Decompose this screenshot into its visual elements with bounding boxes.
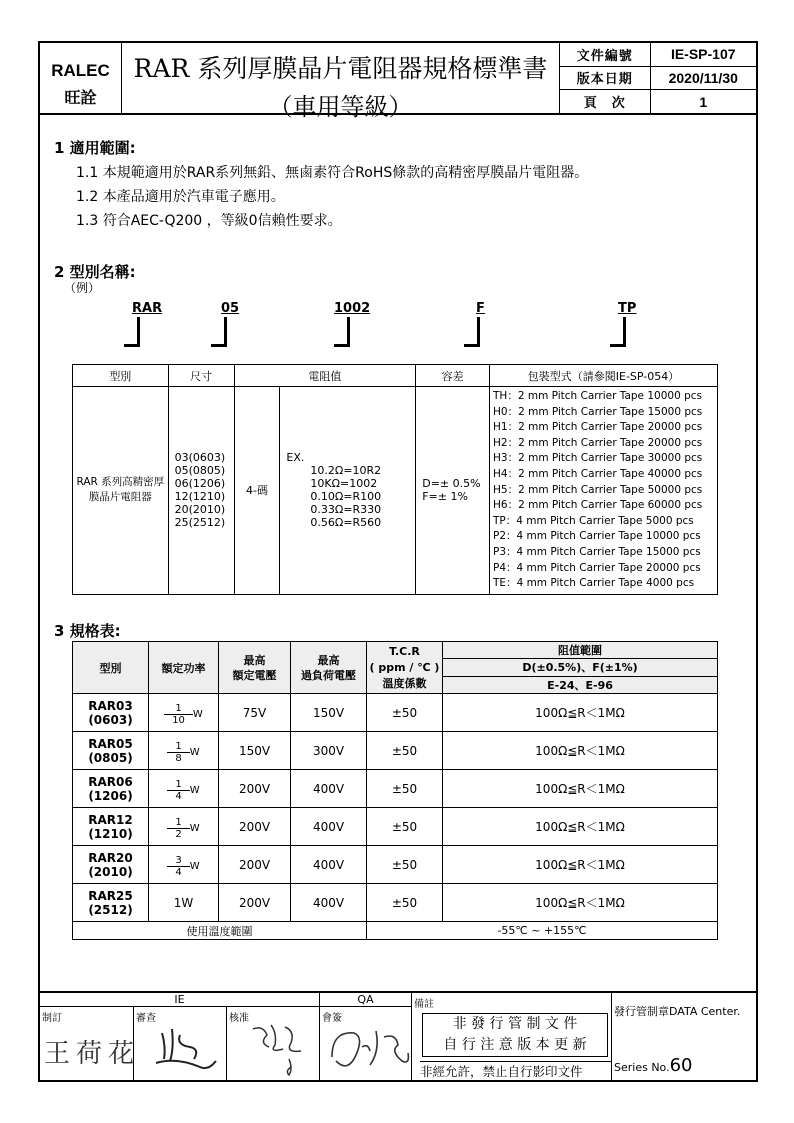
- power-numerator: 1: [167, 817, 189, 829]
- row-tcr: ±50: [367, 808, 443, 846]
- notice-line-3: 非經允許，禁止自行影印文件: [420, 1061, 612, 1082]
- packaging-item: P3：4 mm Pitch Carrier Tape 15000 pcs: [493, 545, 701, 558]
- row-power: [149, 770, 219, 808]
- code-size: 05: [221, 301, 240, 316]
- made-label: 制訂: [42, 1013, 62, 1024]
- bracket-tolerance: [464, 317, 480, 347]
- resistance-example: EX.: [286, 451, 305, 465]
- power-numerator: 1: [167, 779, 189, 791]
- approve-label: 核准: [229, 1013, 249, 1024]
- row-voltage: 200V: [219, 846, 291, 884]
- row-range: 100Ω≦R＜1MΩ: [443, 884, 718, 922]
- page-no: 1: [699, 93, 708, 110]
- version-date: 2020/11/30: [650, 66, 756, 89]
- bracket-packaging: [610, 317, 626, 347]
- resistance-example: 10.2Ω=10R2: [310, 464, 382, 478]
- packaging-item: H2：2 mm Pitch Carrier Tape 20000 pcs: [493, 436, 703, 449]
- resistance-examples: [280, 387, 416, 595]
- row-overload: 400V: [291, 808, 367, 846]
- power-denominator: 10: [172, 714, 185, 726]
- power-numerator: 1: [164, 703, 193, 715]
- example-label: （例）: [64, 281, 101, 295]
- power-denominator: 4: [175, 790, 182, 802]
- model-code: RAR05: [88, 736, 133, 751]
- size-item: 05(0805): [174, 464, 226, 478]
- packaging-item: TE：4 mm Pitch Carrier Tape 4000 pcs: [493, 577, 695, 590]
- model-code: RAR03: [88, 698, 133, 713]
- row-range: 100Ω≦R＜1MΩ: [443, 770, 718, 808]
- power-unit: W: [189, 822, 200, 834]
- row-voltage: 200V: [219, 770, 291, 808]
- dcc-stamp-label: 發行管制章DATA Center.: [614, 1005, 741, 1018]
- row-overload: 300V: [291, 732, 367, 770]
- logo-zh: 旺詮: [64, 88, 97, 107]
- document-frame: [38, 41, 758, 1082]
- row-voltage: 75V: [219, 694, 291, 732]
- packaging-item: H3：2 mm Pitch Carrier Tape 30000 pcs: [493, 452, 703, 465]
- table-row: [73, 770, 718, 808]
- spec-table: [72, 641, 718, 940]
- row-tcr: ±50: [367, 846, 443, 884]
- document-info-table: [560, 43, 756, 113]
- model-size: (1206): [88, 788, 133, 803]
- series-label: Series No.: [614, 1061, 670, 1074]
- sign-label: 會簽: [322, 1013, 342, 1024]
- row-range: 100Ω≦R＜1MΩ: [443, 808, 718, 846]
- spec-header-overload: [291, 642, 367, 694]
- row-tcr: ±50: [367, 770, 443, 808]
- power-denominator: 2: [175, 828, 182, 840]
- bracket-size: [211, 317, 227, 347]
- spec-header-tcr-1: T.C.R: [389, 644, 420, 658]
- code-resistance: 1002: [334, 301, 371, 316]
- row-overload: 150V: [291, 694, 367, 732]
- row-overload: 400V: [291, 884, 367, 922]
- title-line-1: RAR 系列厚膜晶片電阻器規格標準書: [133, 54, 548, 83]
- packaging-list: [490, 387, 718, 595]
- row-overload: 400V: [291, 846, 367, 884]
- ie-label: IE: [40, 993, 320, 1007]
- spec-header-tcr-3: 溫度係數: [382, 676, 427, 690]
- row-tcr: ±50: [367, 732, 443, 770]
- row-range: 100Ω≦R＜1MΩ: [443, 846, 718, 884]
- model-size: (0603): [88, 712, 133, 727]
- temp-range-value: -55℃ ~ +155℃: [367, 922, 718, 940]
- resistance-digits: 4-碼: [234, 387, 280, 595]
- row-power: [149, 808, 219, 846]
- resistance-example: 0.33Ω=R330: [310, 503, 382, 517]
- row-model: [73, 808, 149, 846]
- spec-header-voltage-2: 額定電壓: [232, 668, 277, 682]
- row-power: [149, 732, 219, 770]
- row-voltage: 200V: [219, 808, 291, 846]
- table-row: [73, 846, 718, 884]
- table-row: [73, 884, 718, 922]
- title-line-2: （車用等級）: [268, 93, 413, 121]
- model-code: RAR06: [88, 774, 133, 789]
- size-item: 20(2010): [174, 503, 226, 517]
- row-model: [73, 884, 149, 922]
- header-size: 尺寸: [168, 365, 234, 387]
- size-item: 06(1206): [174, 477, 226, 491]
- code-type: RAR: [132, 301, 163, 316]
- packaging-item: H6：2 mm Pitch Carrier Tape 60000 pcs: [493, 499, 703, 512]
- model-size: (0805): [88, 750, 133, 765]
- code-tolerance: F: [476, 301, 485, 316]
- company-logo: [40, 43, 122, 113]
- notice-line-2: 自 行 注 意 版 本 更 新: [443, 1037, 587, 1053]
- header-tolerance: 容差: [416, 365, 490, 387]
- signature-sign: [326, 1017, 410, 1079]
- model-size: (1210): [88, 826, 133, 841]
- packaging-item: TP：4 mm Pitch Carrier Tape 5000 pcs: [493, 514, 694, 527]
- packaging-item: P4：4 mm Pitch Carrier Tape 20000 pcs: [493, 561, 701, 574]
- control-notice: [422, 1013, 608, 1057]
- logo-en: RALEC: [51, 61, 110, 80]
- notice-line-1: 非 發 行 管 制 文 件: [452, 1016, 578, 1032]
- power-denominator: 4: [175, 866, 182, 878]
- model-code: RAR12: [88, 812, 133, 827]
- resistance-example: 0.56Ω=R560: [310, 516, 382, 530]
- size-item: 12(1210): [174, 490, 226, 504]
- power-numerator: 3: [167, 855, 189, 867]
- remark-label: 備註: [414, 999, 434, 1010]
- resistance-example: 10KΩ=1002: [310, 477, 378, 491]
- size-list: [168, 387, 234, 595]
- spec-header-tcr-2: ( ppm / ℃ ): [369, 660, 440, 674]
- spec-header-tcr: [367, 642, 443, 694]
- tolerance-item: F=± 1%: [422, 490, 468, 504]
- header-type: 型別: [73, 365, 169, 387]
- section-2-heading: 2 型別名稱:: [54, 263, 136, 281]
- packaging-item: TH：2 mm Pitch Carrier Tape 10000 pcs: [493, 390, 703, 402]
- row-model: [73, 846, 149, 884]
- table-row: [73, 808, 718, 846]
- row-overload: 400V: [291, 770, 367, 808]
- document-title: [122, 43, 560, 121]
- signature-made: 王荷花: [44, 1039, 141, 1069]
- resistance-example: 0.10Ω=R100: [310, 490, 382, 504]
- model-size: (2010): [88, 864, 133, 879]
- spec-header-range-sub-1: D(±0.5%)、F(±1%): [443, 659, 718, 676]
- version-label: 版本日期: [560, 66, 650, 89]
- signature-approve: [245, 1015, 315, 1081]
- header-resistance: 電阻值: [234, 365, 416, 387]
- row-model: [73, 732, 149, 770]
- temp-range-label: 使用溫度範圍: [73, 922, 367, 940]
- row-power: [149, 694, 219, 732]
- qa-label: QA: [320, 993, 412, 1007]
- row-range: 100Ω≦R＜1MΩ: [443, 694, 718, 732]
- bracket-resistance: [334, 317, 350, 347]
- series-number: [614, 1055, 693, 1076]
- bracket-type: [124, 317, 140, 347]
- model-code-table: [72, 364, 718, 595]
- packaging-item: H5：2 mm Pitch Carrier Tape 50000 pcs: [493, 483, 703, 496]
- document-header: [40, 43, 756, 121]
- doc-no: IE-SP-107: [650, 43, 756, 66]
- packaging-item: P2：4 mm Pitch Carrier Tape 10000 pcs: [493, 530, 701, 543]
- tolerance-item: D=± 0.5%: [422, 477, 481, 491]
- signature-footer: [40, 991, 756, 1082]
- size-item: 25(2512): [174, 516, 226, 530]
- model-code: RAR20: [88, 850, 133, 865]
- type-description: RAR 系列高精密厚膜晶片電阻器: [73, 387, 169, 595]
- packaging-item: H1：2 mm Pitch Carrier Tape 20000 pcs: [493, 421, 703, 434]
- spec-header-overload-2: 過負荷電壓: [301, 668, 356, 682]
- row-voltage: 150V: [219, 732, 291, 770]
- section-1-line-2: 1.2 本產品適用於汽車電子應用。: [76, 189, 285, 205]
- power-unit: W: [192, 708, 203, 720]
- page-label: 頁 次: [560, 90, 650, 113]
- section-1-heading: 1 適用範圍:: [54, 139, 136, 157]
- section-3-heading: 3 規格表:: [54, 622, 121, 640]
- spec-header-voltage-1: 最高: [243, 653, 266, 667]
- section-1-line-3: 1.3 符合AEC-Q200 ，等級0信賴性要求。: [76, 213, 342, 229]
- series-value: 60: [669, 1055, 693, 1076]
- row-power: 1W: [149, 884, 219, 922]
- size-item: 03(0603): [174, 451, 226, 465]
- header-packaging: 包裝型式（請參閱IE-SP-054）: [490, 365, 718, 387]
- code-packaging: TP: [618, 301, 637, 316]
- spec-header-voltage: [219, 642, 291, 694]
- section-1-line-1: 1.1 本規範適用於RAR系列無鉛、無鹵素符合RoHS條款的高精密厚膜晶片電阻器。: [76, 165, 589, 181]
- power-unit: W: [189, 860, 200, 872]
- power-denominator: 8: [175, 752, 182, 764]
- power-unit: W: [189, 784, 200, 796]
- row-power: [149, 846, 219, 884]
- table-row: [73, 732, 718, 770]
- model-size: (2512): [88, 902, 133, 917]
- row-range: 100Ω≦R＜1MΩ: [443, 732, 718, 770]
- doc-no-label: 文件編號: [560, 43, 650, 66]
- spec-header-overload-1: 最高: [317, 653, 340, 667]
- row-voltage: 200V: [219, 884, 291, 922]
- model-code: RAR25: [88, 888, 133, 903]
- table-row: [73, 694, 718, 732]
- review-label: 審查: [136, 1013, 156, 1024]
- spec-header-range-sub-2: E-24、E-96: [443, 676, 718, 693]
- packaging-item: H0：2 mm Pitch Carrier Tape 15000 pcs: [493, 405, 703, 418]
- power-numerator: 1: [167, 741, 189, 753]
- power-unit: W: [189, 746, 200, 758]
- row-model: [73, 694, 149, 732]
- row-model: [73, 770, 149, 808]
- row-tcr: ±50: [367, 694, 443, 732]
- tolerance-list: [416, 387, 490, 595]
- spec-header-power: 額定功率: [149, 642, 219, 694]
- row-tcr: ±50: [367, 884, 443, 922]
- spec-header-type: 型別: [73, 642, 149, 694]
- spec-header-range: 阻值範圍: [443, 642, 718, 659]
- packaging-item: H4：2 mm Pitch Carrier Tape 40000 pcs: [493, 467, 703, 480]
- signature-review: [150, 1023, 220, 1081]
